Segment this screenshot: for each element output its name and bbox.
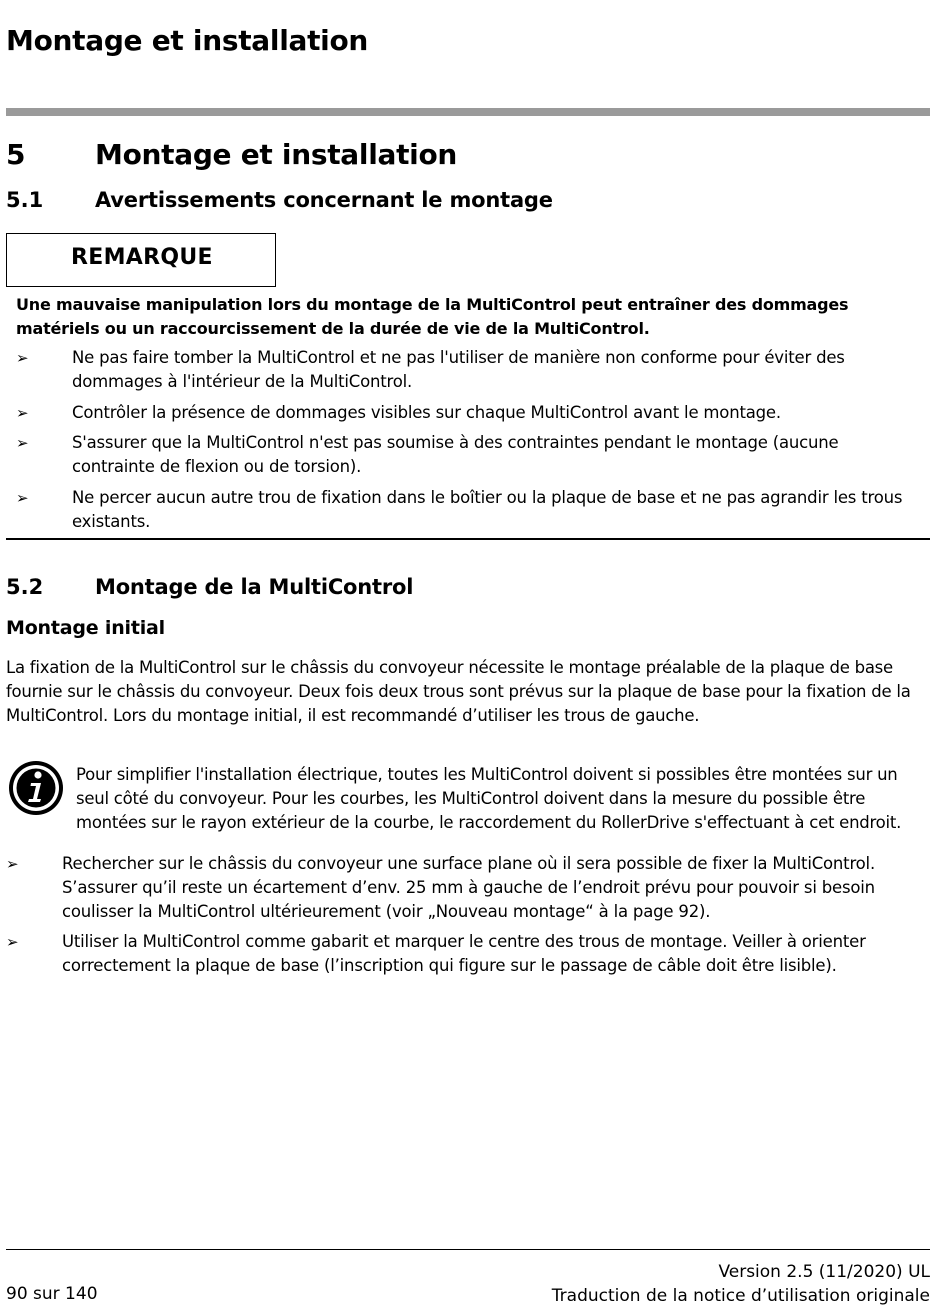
bullet-arrow-icon: ➢ [16, 489, 29, 507]
footer-divider [6, 1249, 930, 1250]
notice-list-item [16, 486, 926, 534]
notice-item-text: Ne pas faire tomber la MultiControl et ne pas l'utiliser de manière non conforme pour éviter des dommages à l'intérieur de la MultiControl. [72, 348, 845, 391]
running-header: Montage et installation [6, 24, 369, 57]
step-text: Utiliser la MultiControl comme gabarit et marquer le centre des trous de montage. Veiller à orienter correctement la plaque de base (l’inscription qui figure sur le passage de câble doit être lisible). [62, 932, 866, 975]
notice-item-text: Ne percer aucun autre trou de fixation dans le boîtier ou la plaque de base et ne pas agrandir les trous existants. [72, 488, 903, 531]
section-title: Montage de la MultiControl [95, 575, 414, 599]
bullet-arrow-icon: ➢ [6, 933, 19, 951]
section-number: 5.1 [6, 188, 44, 212]
section-number: 5.2 [6, 575, 44, 599]
notice-end-divider [6, 538, 930, 540]
body-paragraph: La fixation de la MultiControl sur le châssis du convoyeur nécessite le montage préalable de la plaque de base fournie sur le châssis du convoyeur. Deux fois deux trous sont prévus sur la plaque de base pour la fixation de la MultiControl. Lors du montage initial, il est recommandé d’utiliser les trous de gauche. [6, 658, 911, 725]
notice-label: REMARQUE [71, 245, 213, 270]
notice-list-item [16, 401, 926, 425]
chapter-title: Montage et installation [95, 138, 458, 171]
section-title: Avertissements concernant le montage [95, 188, 553, 212]
bullet-arrow-icon: ➢ [16, 434, 29, 452]
notice-label-box [6, 233, 276, 287]
step-list-item [6, 852, 916, 924]
version-text: Version 2.5 (11/2020) UL [718, 1262, 930, 1282]
bullet-arrow-icon: ➢ [6, 855, 19, 873]
info-icon [6, 758, 66, 818]
bullet-arrow-icon: ➢ [16, 349, 29, 367]
notice-intro: Une mauvaise manipulation lors du montage de la MultiControl peut entraîner des dommages matériels ou un raccourcissement de la durée de vie de la MultiControl. [16, 295, 849, 338]
info-note-text: Pour simplifier l'installation électrique, toutes les MultiControl doivent si possibles être montées sur un seul côté du convoyeur. Pour les courbes, les MultiControl doivent dans la mesure du possible être montées sur le rayon extérieur de la courbe, le raccordement du RollerDrive s'effectuant à cet endroit. [76, 765, 902, 832]
footer-info [552, 1260, 930, 1308]
notice-list-item [16, 346, 926, 394]
translation-note: Traduction de la notice d’utilisation originale [551, 1286, 930, 1306]
notice-item-text: Contrôler la présence de dommages visibles sur chaque MultiControl avant le montage. [72, 403, 781, 422]
notice-item-text: S'assurer que la MultiControl n'est pas soumise à des contraintes pendant le montage (aucune contrainte de flexion ou de torsion). [72, 433, 839, 476]
chapter-number: 5 [6, 138, 26, 171]
step-text: Rechercher sur le châssis du convoyeur une surface plane où il sera possible de fixer la MultiControl. S’assurer qu’il reste un écartement d’env. 25 mm à gauche de l’endroit prévu pour pouvoir si besoin coulisser la MultiControl ultérieurement (voir „Nouveau montage“ à la page 92). [62, 854, 875, 921]
step-list-item [6, 930, 916, 978]
notice-list-item [16, 431, 926, 479]
header-divider [6, 108, 930, 116]
subheading: Montage initial [6, 617, 165, 639]
page-number: 90 sur 140 [6, 1284, 98, 1304]
bullet-arrow-icon: ➢ [16, 404, 29, 422]
